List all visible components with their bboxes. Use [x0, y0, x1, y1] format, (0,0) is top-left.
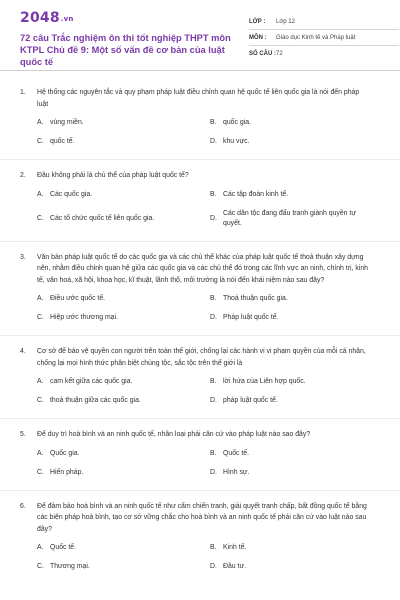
question-text: Hệ thống các nguyên tắc và quy phạm pháp luật điều chỉnh quan hệ quốc tế liên quốc gia là nói đến pháp luật	[37, 89, 360, 108]
question-item	[20, 501, 380, 573]
option-label: A.	[37, 190, 44, 198]
option-label: D.	[210, 214, 217, 222]
logo-suffix: .vn	[60, 15, 74, 23]
option-label: C.	[37, 138, 44, 145]
option-label: B.	[210, 190, 217, 198]
question-separator	[0, 490, 400, 491]
option-text: quốc tế.	[50, 138, 75, 145]
question-separator	[0, 159, 400, 160]
question-item	[20, 87, 380, 160]
question-text: Văn bản pháp luật quốc tế do các quốc gia và các chủ thể khác của pháp luật quốc tế thoả thuận xây dựng nên, nhằm điều chỉnh quan hệ giữa các quốc gia và các chủ thể đó trong các lĩnh vực an ninh, chính trị, kinh tế, văn hoá, xã hội, khoa học, kĩ thuật, lãnh thổ, môi trường là nói đến khái niệm nào sau đây?	[37, 253, 368, 284]
option-c	[37, 468, 210, 478]
question-separator	[0, 418, 400, 419]
meta-row-subject	[249, 30, 399, 46]
option-text: Quốc tế.	[50, 544, 77, 551]
option-b	[210, 449, 360, 459]
option-text: Hiến pháp.	[50, 468, 84, 476]
question-number: 6.	[20, 502, 26, 510]
question-text: Đâu không phải là chủ thể của pháp luật quốc tế?	[37, 172, 189, 179]
option-label: C.	[37, 314, 44, 321]
meta-value: 72	[276, 51, 283, 57]
option-label: C.	[37, 563, 44, 570]
option-c	[37, 313, 210, 323]
question-number: 5.	[20, 431, 26, 438]
option-c	[37, 209, 210, 229]
question-item	[20, 252, 380, 337]
question-list	[20, 71, 380, 572]
option-text: khu vực.	[223, 138, 250, 145]
option-label: A.	[37, 544, 44, 551]
option-label: B.	[210, 449, 217, 457]
meta-key: SỐ CÂU :	[249, 51, 276, 57]
option-a	[37, 449, 210, 459]
option-b	[210, 118, 360, 128]
option-c	[37, 137, 210, 147]
option-text: Thương mại.	[50, 563, 90, 570]
question-separator	[0, 335, 400, 336]
meta-row-count	[249, 46, 399, 62]
question-number: 1.	[20, 89, 26, 96]
option-label: D.	[210, 314, 217, 321]
option-text: cam kết giữa các quốc gia.	[50, 378, 133, 385]
question-separator	[0, 241, 400, 242]
question-number: 2.	[20, 172, 26, 179]
option-list	[20, 449, 380, 478]
option-label: A.	[37, 119, 44, 126]
option-label: D.	[210, 468, 217, 476]
question-number: 4.	[20, 348, 26, 355]
option-b	[210, 294, 360, 304]
document-meta	[249, 14, 399, 62]
option-d	[210, 396, 360, 406]
question-stem	[20, 346, 380, 369]
option-text: Điều ước quốc tế.	[50, 295, 106, 302]
meta-value: Giáo dục Kinh tế và Pháp luật	[276, 34, 356, 41]
meta-value: Lớp 12	[276, 18, 295, 25]
option-a	[37, 118, 210, 128]
option-text: Thoả thuận quốc gia.	[223, 295, 288, 302]
meta-key: MÔN :	[249, 34, 267, 41]
option-list	[20, 377, 380, 406]
option-label: C.	[37, 397, 44, 404]
option-d	[210, 209, 360, 229]
option-text: Các dân tộc đang đấu tranh giành quyền tự quyết.	[223, 209, 356, 227]
option-text: Kinh tế.	[223, 544, 247, 551]
option-b	[210, 377, 360, 387]
option-label: B.	[210, 544, 217, 551]
question-text: Để duy trì hoà bình và an ninh quốc tế, nhân loại phải căn cứ vào pháp luật nào sao đây?	[37, 431, 311, 438]
option-text: Hiệp ước thương mại.	[50, 314, 119, 321]
option-text: lời hứa của Liên hợp quốc.	[223, 378, 306, 385]
option-d	[210, 468, 360, 478]
option-text: thoả thuận giữa các quốc gia.	[50, 397, 141, 404]
option-d	[210, 562, 360, 572]
question-text: Để đảm bảo hoà bình và an ninh quốc tế như cấm chiến tranh, giải quyết tranh chấp, bất đồng quốc tế bằng các biện pháp hoà bình, tạo cơ sở vững chắc cho hoà bình và an ninh quốc tế phải căn cứ vào luật nào sau đây?	[37, 502, 367, 533]
option-text: Quốc gia.	[50, 449, 80, 457]
option-b	[210, 190, 360, 200]
question-item	[20, 170, 380, 242]
question-number: 3.	[20, 253, 26, 261]
option-label: B.	[210, 295, 217, 302]
option-text: Đầu tư.	[223, 563, 246, 570]
option-text: Các tổ chức quốc tế liên quốc gia.	[50, 214, 155, 222]
option-label: B.	[210, 119, 217, 126]
option-text: pháp luật quốc tế.	[223, 397, 278, 404]
option-a	[37, 294, 210, 304]
question-text: Cơ sở để bảo vệ quyền con người trên toàn thế giới, chống lại các hành vi vi phạm quyền của mỗi cá nhân, chống lại mọi hình thức phân biệt chủng tộc, sắc tộc trên thế giới là	[37, 348, 366, 367]
document-header	[20, 6, 380, 68]
option-list	[20, 294, 380, 323]
option-list	[20, 190, 380, 229]
question-stem	[20, 87, 380, 110]
option-label: D.	[210, 138, 217, 145]
question-stem	[20, 252, 380, 287]
logo-main: 2048	[20, 10, 60, 26]
option-label: D.	[210, 563, 217, 570]
option-label: A.	[37, 378, 44, 385]
option-a	[37, 190, 210, 200]
option-text: Các quốc gia.	[50, 190, 93, 198]
meta-key: LỚP :	[249, 18, 266, 25]
option-a	[37, 377, 210, 387]
option-c	[37, 396, 210, 406]
option-a	[37, 543, 210, 553]
option-c	[37, 562, 210, 572]
option-b	[210, 543, 360, 553]
option-d	[210, 313, 360, 323]
option-text: Quốc tế.	[223, 449, 250, 457]
question-stem	[20, 429, 380, 441]
question-stem	[20, 501, 380, 536]
site-logo[interactable]	[20, 10, 74, 26]
option-label: A.	[37, 295, 44, 302]
option-text: quốc gia.	[223, 119, 251, 126]
option-d	[210, 137, 360, 147]
question-stem	[20, 170, 380, 182]
option-text: Pháp luật quốc tế.	[223, 314, 279, 321]
meta-row-grade	[249, 14, 399, 30]
option-label: D.	[210, 397, 217, 404]
option-label: B.	[210, 378, 217, 385]
option-text: Hình sự.	[223, 468, 250, 476]
document-title: 72 câu Trắc nghiệm ôn thi tốt nghiệp THPT môn KTPL Chủ đề 9: Một số vấn đề cơ bản của luật quốc tế	[20, 33, 231, 67]
question-item	[20, 429, 380, 491]
option-list	[20, 543, 380, 572]
question-item	[20, 346, 380, 419]
option-label: C.	[37, 468, 44, 476]
option-list	[20, 118, 380, 147]
option-text: vùng miền.	[50, 119, 84, 126]
option-label: A.	[37, 449, 44, 457]
option-label: C.	[37, 214, 44, 222]
option-text: Các tập đoàn kinh tế.	[223, 190, 289, 198]
